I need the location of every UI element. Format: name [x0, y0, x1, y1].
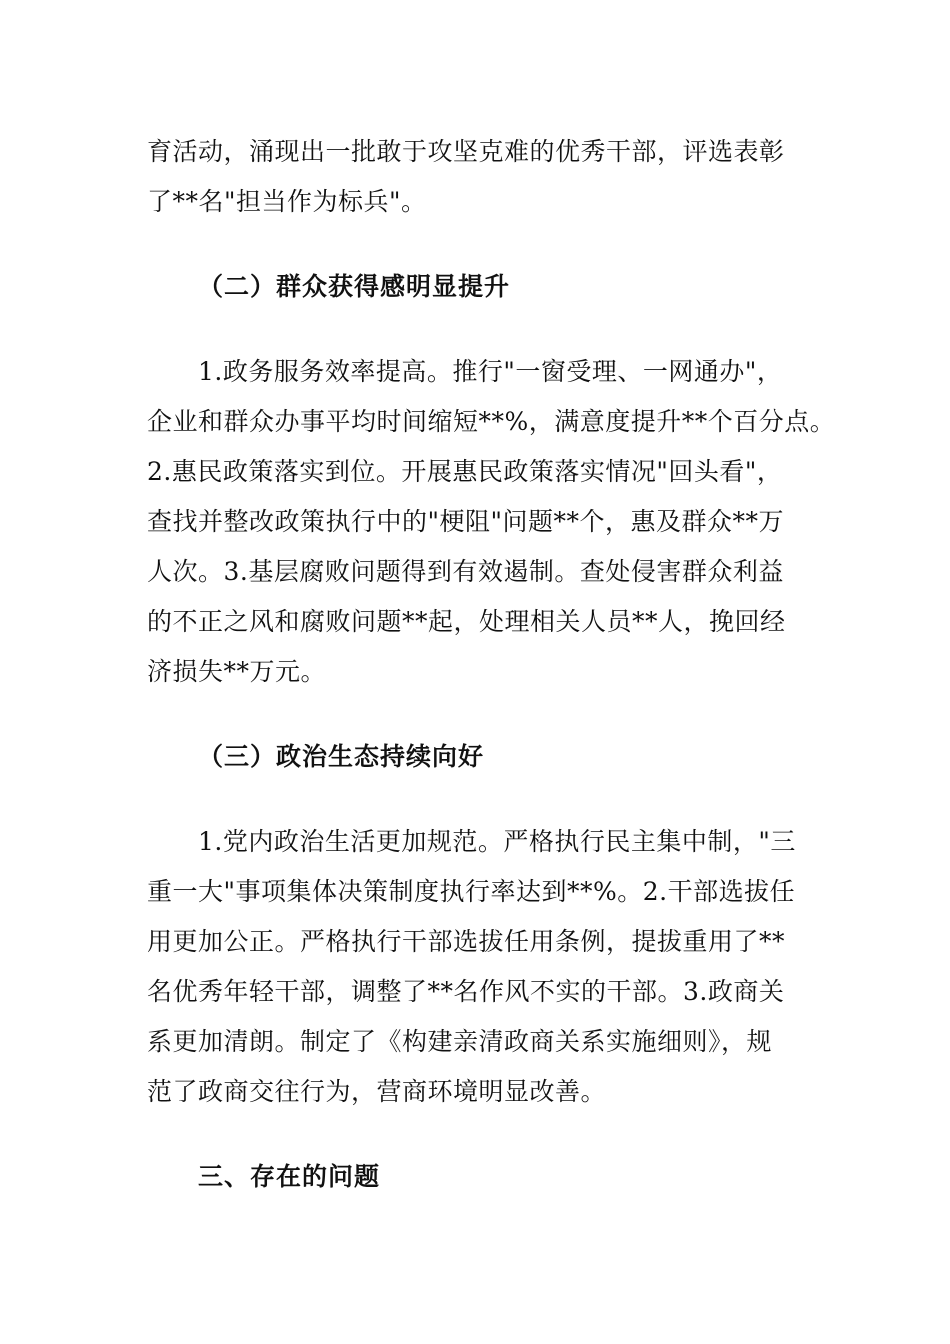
section-heading-2: （二）群众获得感明显提升 [198, 272, 511, 301]
paragraph-line: 2.惠民政策落实到位。开展惠民政策落实情况"回头看"， [147, 457, 783, 486]
paragraph-line: 系更加清朗。制定了《构建亲清政商关系实施细则》，规 [147, 1027, 773, 1056]
paragraph-line: 范了政商交往行为，营商环境明显改善。 [147, 1077, 607, 1106]
paragraph-line: 重一大"事项集体决策制度执行率达到**%。2.干部选拔任 [147, 877, 796, 906]
section-heading-3: （三）政治生态持续向好 [198, 742, 485, 771]
paragraph-line: 企业和群众办事平均时间缩短**%，满意度提升**个百分点。 [147, 407, 836, 436]
paragraph-line: 用更加公正。严格执行干部选拔任用条例，提拔重用了** [147, 927, 786, 956]
paragraph-line: 名优秀年轻干部，调整了**名作风不实的干部。3.政商关 [147, 977, 785, 1006]
paragraph-line: 的不正之风和腐败问题**起，处理相关人员**人，挽回经 [147, 607, 786, 636]
paragraph-line: 人次。3.基层腐败问题得到有效遏制。查处侵害群众利益 [147, 557, 784, 586]
paragraph-line: 育活动，涌现出一批敢于攻坚克难的优秀干部，评选表彰 [147, 137, 785, 166]
paragraph-line: 了**名"担当作为标兵"。 [147, 187, 427, 216]
paragraph-line: 1.党内政治生活更加规范。严格执行民主集中制，"三 [198, 827, 796, 856]
paragraph-line: 查找并整改政策执行中的"梗阻"问题**个，惠及群众**万 [147, 507, 785, 536]
paragraph-line: 济损失**万元。 [147, 657, 327, 686]
section-heading-issues: 三、存在的问题 [198, 1162, 381, 1191]
paragraph-line: 1.政务服务效率提高。推行"一窗受理、一网通办"， [198, 357, 783, 386]
